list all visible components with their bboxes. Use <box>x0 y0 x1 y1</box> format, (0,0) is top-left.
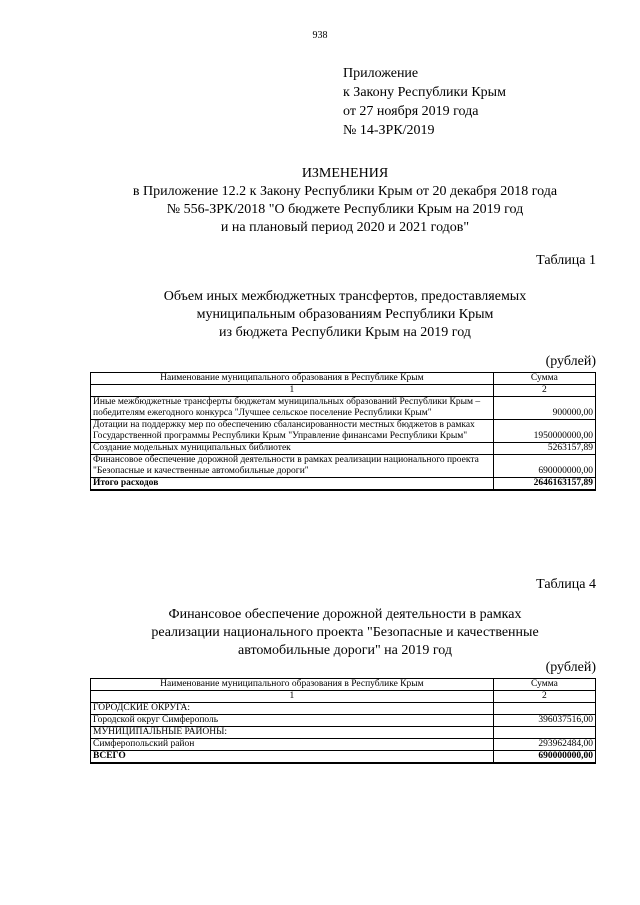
total-sum: 690000000,00 <box>493 751 595 764</box>
table-row <box>91 739 596 751</box>
table-row <box>91 443 596 455</box>
document-heading <box>60 165 630 237</box>
table1-title <box>60 288 630 342</box>
table-number-row <box>91 385 596 397</box>
appendix-block <box>343 64 506 140</box>
total-sum: 2646163157,89 <box>493 478 595 491</box>
table1-title-line-3: из бюджета Республики Крым на 2019 год <box>219 325 471 340</box>
heading-line-1: ИЗМЕНЕНИЯ <box>301 166 389 181</box>
total-label: ВСЕГО <box>91 751 494 764</box>
row-sum: 1950000000,00 <box>493 420 595 443</box>
row-sum: 5263157,89 <box>493 443 595 455</box>
appendix-line-1: Приложение <box>343 66 419 81</box>
total-row <box>91 478 596 491</box>
table4-title-line-3: автомобильные дороги" на 2019 год <box>238 643 452 658</box>
row-name: Городской округ Симферополь <box>91 715 494 727</box>
col-name-header: Наименование муниципального образования в Республике Крым <box>91 373 494 385</box>
col-number-2: 2 <box>493 385 595 397</box>
table1-units: (рублей) <box>545 354 596 369</box>
col-sum-header: Сумма <box>493 679 595 691</box>
row-sum: 293962484,00 <box>493 739 595 751</box>
col-number-1: 1 <box>91 691 494 703</box>
table1-label: Таблица 1 <box>536 253 596 268</box>
table-number-row <box>91 691 596 703</box>
group-label: МУНИЦИПАЛЬНЫЕ РАЙОНЫ: <box>91 727 494 739</box>
group-row <box>91 703 596 715</box>
appendix-line-4: № 14-ЗРК/2019 <box>343 123 435 138</box>
table-row <box>91 397 596 420</box>
table-row <box>91 715 596 727</box>
table-header-row <box>91 373 596 385</box>
row-name: Создание модельных муниципальных библиотек <box>91 443 494 455</box>
heading-line-4: и на плановый период 2020 и 2021 годов" <box>220 220 470 235</box>
table1 <box>90 372 596 491</box>
table4 <box>90 678 596 764</box>
col-number-2: 2 <box>493 691 595 703</box>
total-label: Итого расходов <box>91 478 494 491</box>
table4-title <box>60 606 630 660</box>
heading-line-2: в Приложение 12.2 к Закону Республики Крым от 20 декабря 2018 года <box>132 184 558 199</box>
table-row <box>91 420 596 443</box>
row-name: Симферопольский район <box>91 739 494 751</box>
row-name: Дотации на поддержку мер по обеспечению сбалансированности местных бюджетов в рамках Государственной программы Республики Крым "Управление финансами Республики Крым" <box>91 420 494 443</box>
table1-title-line-2: муниципальным образованиям Республики Крым <box>196 307 494 322</box>
group-sum-empty <box>493 703 595 715</box>
group-sum-empty <box>493 727 595 739</box>
group-label: ГОРОДСКИЕ ОКРУГА: <box>91 703 494 715</box>
heading-line-3: № 556-ЗРК/2018 "О бюджете Республики Крым на 2019 год <box>166 202 524 217</box>
col-name-header: Наименование муниципального образования в Республике Крым <box>91 679 494 691</box>
appendix-line-2: к Закону Республики Крым <box>343 85 506 100</box>
table4-label: Таблица 4 <box>536 577 596 592</box>
row-sum: 396037516,00 <box>493 715 595 727</box>
total-row <box>91 751 596 764</box>
appendix-line-3: от 27 ноября 2019 года <box>343 104 479 119</box>
row-name: Финансовое обеспечение дорожной деятельности в рамках реализации национального проекта "Безопасные и качественные автомобильные дороги" <box>91 455 494 478</box>
row-name: Иные межбюджетные трансферты бюджетам муниципальных образований Республики Крым – победителям ежегодного конкурса "Лучшее сельское поселение Республики Крым" <box>91 397 494 420</box>
group-row <box>91 727 596 739</box>
table4-title-line-2: реализации национального проекта "Безопасные и качественные <box>151 625 539 640</box>
table-header-row <box>91 679 596 691</box>
table-row <box>91 455 596 478</box>
col-number-1: 1 <box>91 385 494 397</box>
row-sum: 690000000,00 <box>493 455 595 478</box>
table1-title-line-1: Объем иных межбюджетных трансфертов, предоставляемых <box>163 289 527 304</box>
page-number: 938 <box>312 30 328 41</box>
row-sum: 900000,00 <box>493 397 595 420</box>
table4-title-line-1: Финансовое обеспечение дорожной деятельности в рамках <box>168 607 522 622</box>
col-sum-header: Сумма <box>493 373 595 385</box>
table4-units: (рублей) <box>545 660 596 675</box>
